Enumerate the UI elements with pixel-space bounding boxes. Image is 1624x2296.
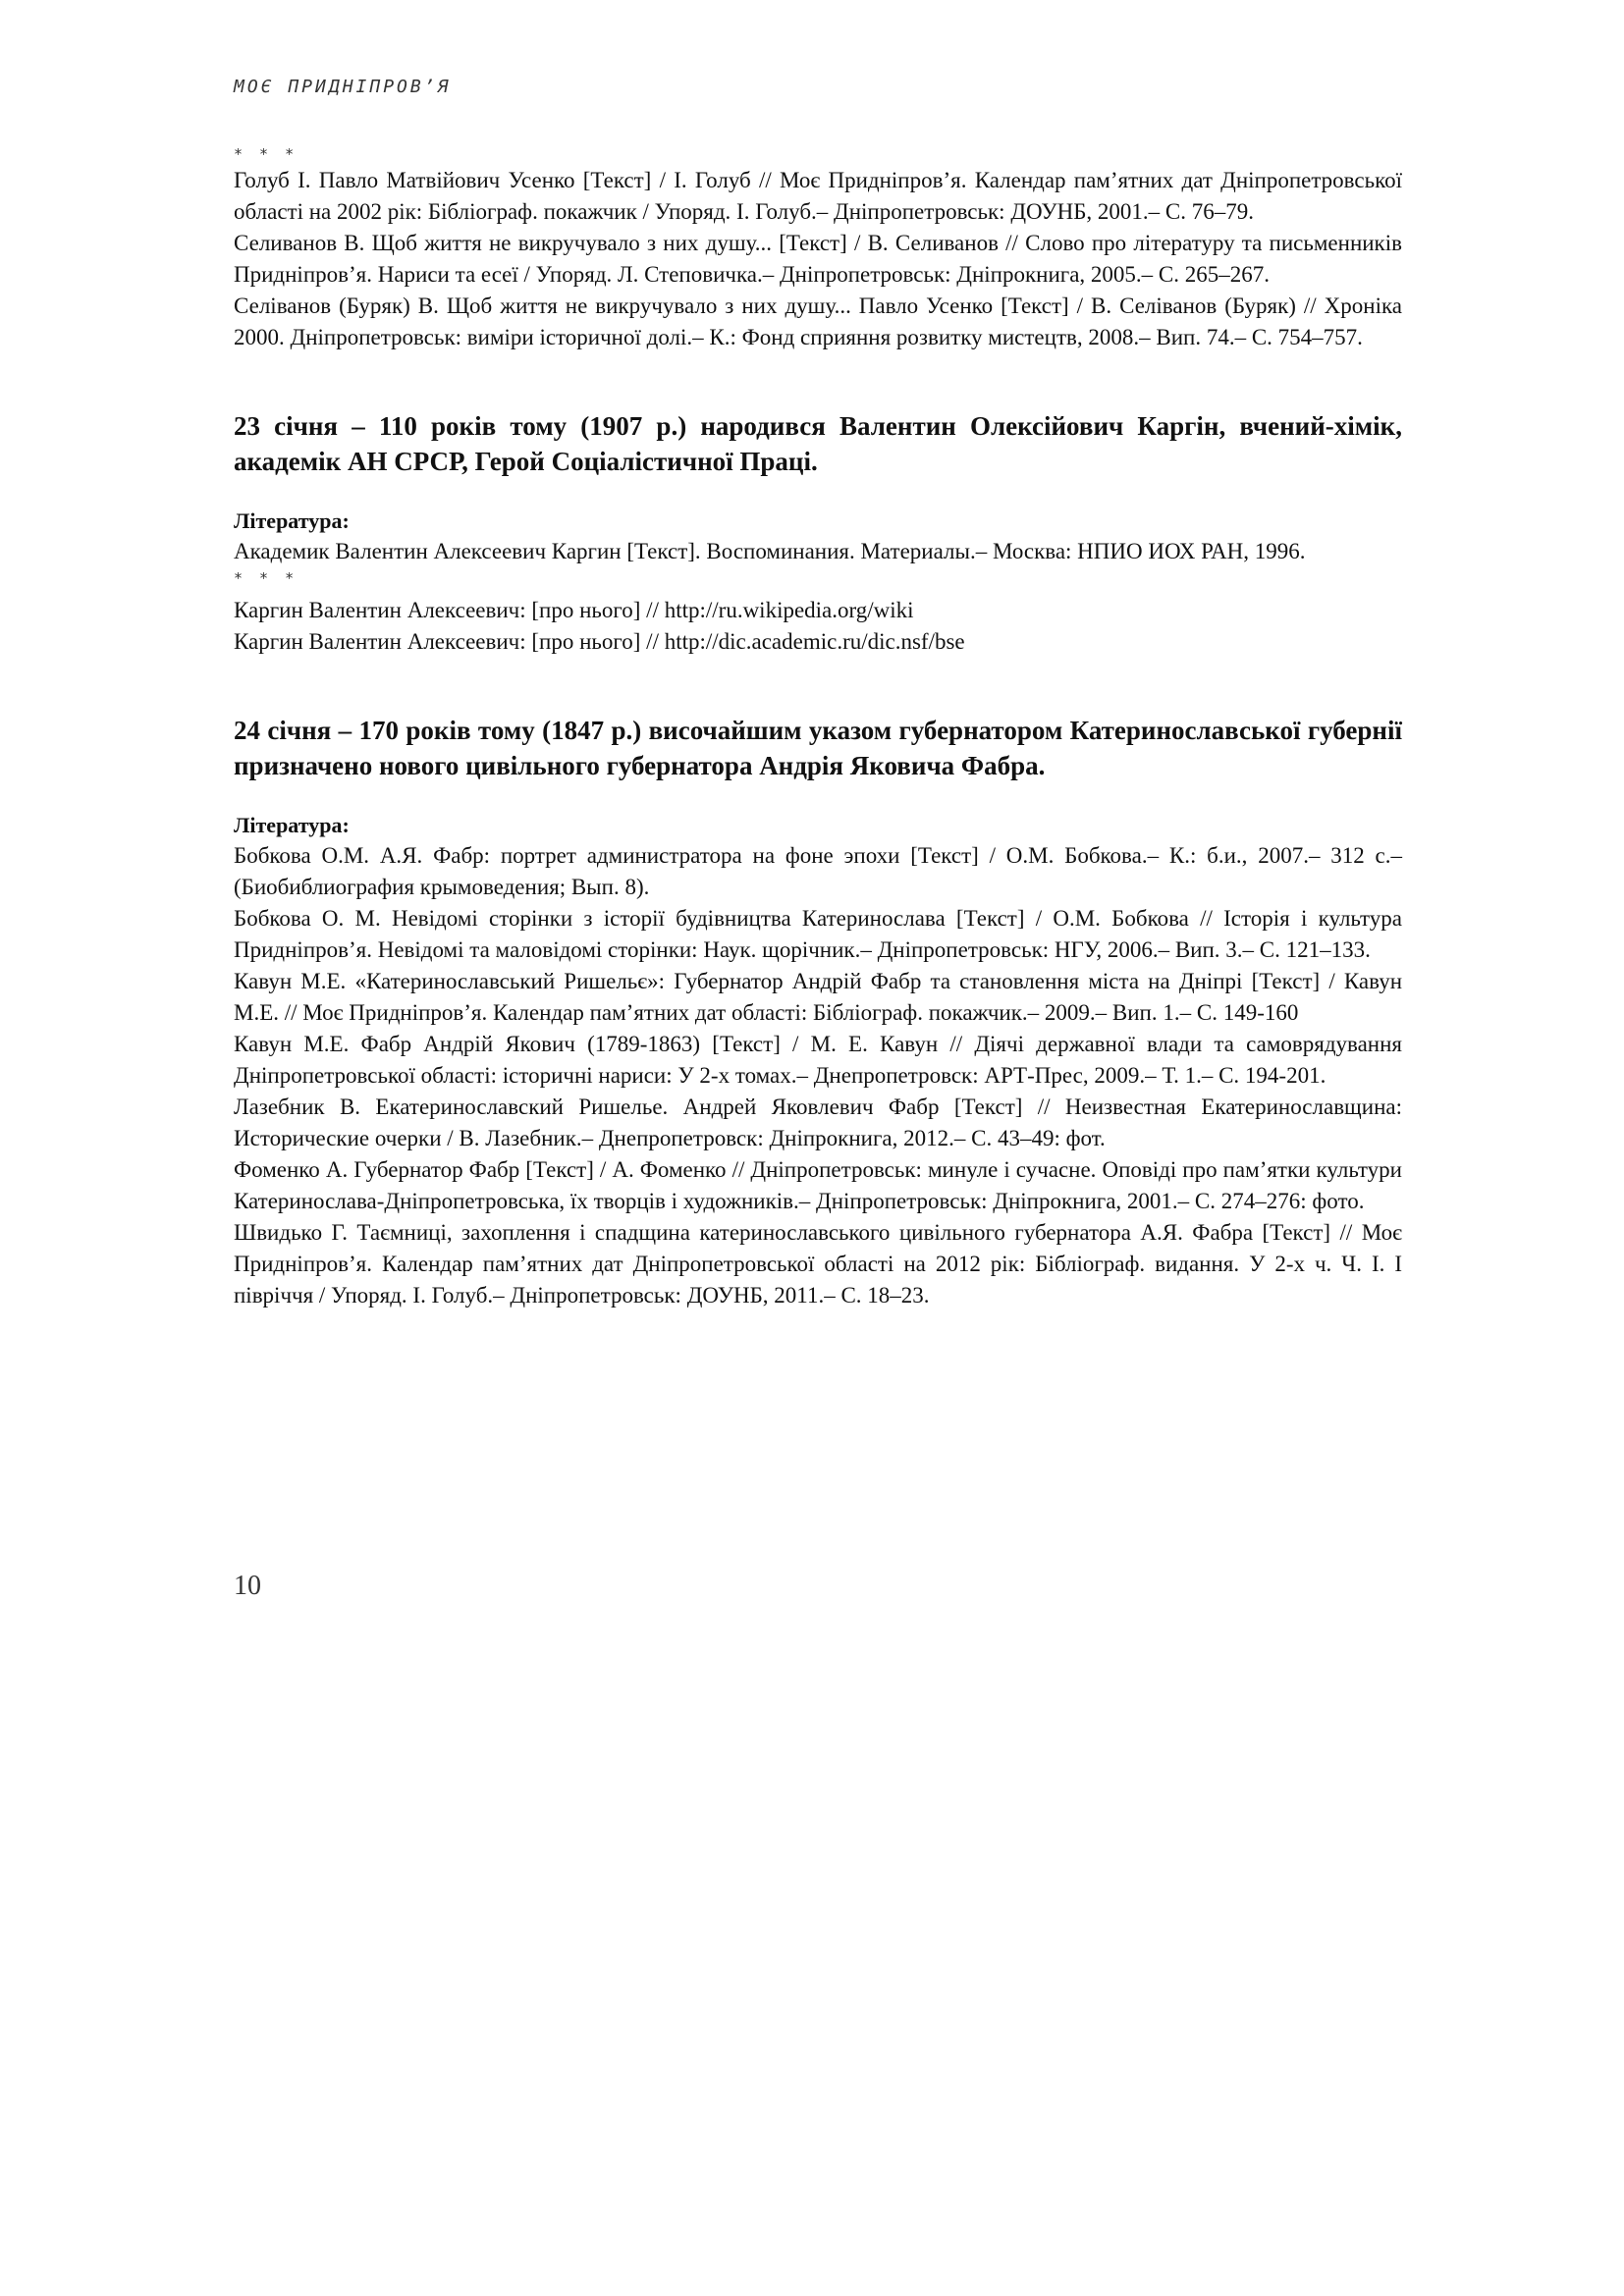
bibliography-entry: Селиванов В. Щоб життя не викручувало з них душу... [Текст] / В. Селиванов // Слово про літературу та письменників Придніпров’я. Нариси та есеї / Упоряд. Л. Степовичка.– Дніпропетровськ: Дніпрокнига, 2005.– С. 265–267. bbox=[234, 231, 1402, 287]
separator: * * * bbox=[234, 569, 298, 587]
page-content bbox=[234, 143, 1402, 1311]
bibliography-entry: Фоменко А. Губернатор Фабр [Текст] / А. Фоменко // Дніпропетровськ: минуле і сучасне. Оповіді про пам’ятки культури Катеринослава-Дніпропетровська, їх творців і художників.– Дніпропетровськ: Дніпрокнига, 2001.– С. 274–276: фото. bbox=[234, 1157, 1402, 1213]
bibliography-entry: Голуб І. Павло Матвійович Усенко [Текст] / І. Голуб // Моє Придніпров’я. Календар пам’ятних дат Дніпропетровської області на 2002 рік: Бібліограф. покажчик / Упоряд. І. Голуб.– Дніпропетровськ: ДОУНБ, 2001.– С. 76–79. bbox=[234, 168, 1402, 224]
bibliography-entry: Швидько Г. Таємниці, захоплення і спадщина катеринославського цивільного губернатора А.Я. Фабра [Текст] // Моє Придніпров’я. Календар пам’ятних дат Дніпропетровської області на 2012 рік: Бібліограф. видання. У 2-х ч. Ч. І. І півріччя / Упоряд. І. Голуб.– Дніпропетровськ: ДОУНБ, 2011.– С. 18–23. bbox=[234, 1220, 1402, 1308]
bibliography-entry: Академик Валентин Алексеевич Каргин [Текст]. Воспоминания. Материалы.– Москва: НПИО ИОХ РАН, 1996. bbox=[234, 539, 1306, 563]
literature-label: Література: bbox=[234, 813, 350, 837]
event-section-kargin bbox=[234, 408, 1402, 658]
event-heading: 24 січня – 170 років тому (1847 р.) височайшим указом губернатором Катеринославської губернії призначено нового цивільного губернатора Андрія Яковича Фабра. bbox=[234, 716, 1402, 780]
event-section-fabr bbox=[234, 713, 1402, 1311]
bibliography-entry: Селіванов (Буряк) В. Щоб життя не викручувало з них душу... Павло Усенко [Текст] / В. Селіванов (Буряк) // Хроніка 2000. Дніпропетровськ: виміри історичної долі.– К.: Фонд сприяння розвитку мистецтв, 2008.– Вип. 74.– С. 754–757. bbox=[234, 294, 1402, 349]
bibliography-entry: Кавун М.Е. Фабр Андрій Якович (1789-1863) [Текст] / М. Е. Кавун // Діячі державної влади та самоврядування Дніпропетровської області: історичні нариси: У 2-х томах.– Днепропетровск: АРТ-Прес, 2009.– Т. 1.– С. 194-201. bbox=[234, 1032, 1402, 1088]
separator: * * * bbox=[234, 145, 298, 163]
bibliography-entry: Бобкова О. М. Невідомі сторінки з історії будівництва Катеринослава [Текст] / О.М. Бобкова // Історія і культура Придніпров’я. Невідомі та маловідомі сторінки: Наук. щорічник.– Дніпропетровськ: НГУ, 2006.– Вип. 3.– С. 121–133. bbox=[234, 906, 1402, 962]
event-heading: 23 січня – 110 років тому (1907 р.) народився Валентин Олексійович Каргін, вчений-хімік, академік АН СРСР, Герой Соціалістичної Праці. bbox=[234, 411, 1402, 476]
bibliography-entry: Каргин Валентин Алексеевич: [про нього] // http://dic.academic.ru/dic.nsf/bse bbox=[234, 629, 965, 654]
bibliography-entry: Лазебник В. Екатеринославский Ришелье. Андрей Яковлевич Фабр [Текст] // Неизвестная Екатеринославщина: Исторические очерки / В. Лазебник.– Днепропетровск: Дніпрокнига, 2012.– С. 43–49: фот. bbox=[234, 1095, 1402, 1150]
bibliography-entry: Кавун М.Е. «Катеринославський Ришельє»: Губернатор Андрій Фабр та становлення міста на Дніпрі [Текст] / Кавун М.Е. // Моє Придніпров’я. Календар пам’ятних дат області: Бібліограф. покажчик.– 2009.– Вип. 1.– С. 149-160 bbox=[234, 969, 1402, 1025]
bibliography-entry: Каргин Валентин Алексеевич: [про нього] // http://ru.wikipedia.org/wiki bbox=[234, 598, 914, 622]
running-header: МОЄ ПРИДНІПРОВ’Я bbox=[234, 77, 452, 97]
bibliography-entry: Бобкова О.М. А.Я. Фабр: портрет администратора на фоне эпохи [Текст] / О.М. Бобкова.– К.: б.и., 2007.– 312 с.– (Биобиблиография крымоведения; Вып. 8). bbox=[234, 843, 1402, 899]
bibliography-continued bbox=[234, 143, 1402, 353]
page-number: 10 bbox=[234, 1571, 261, 1601]
literature-label: Література: bbox=[234, 508, 350, 533]
